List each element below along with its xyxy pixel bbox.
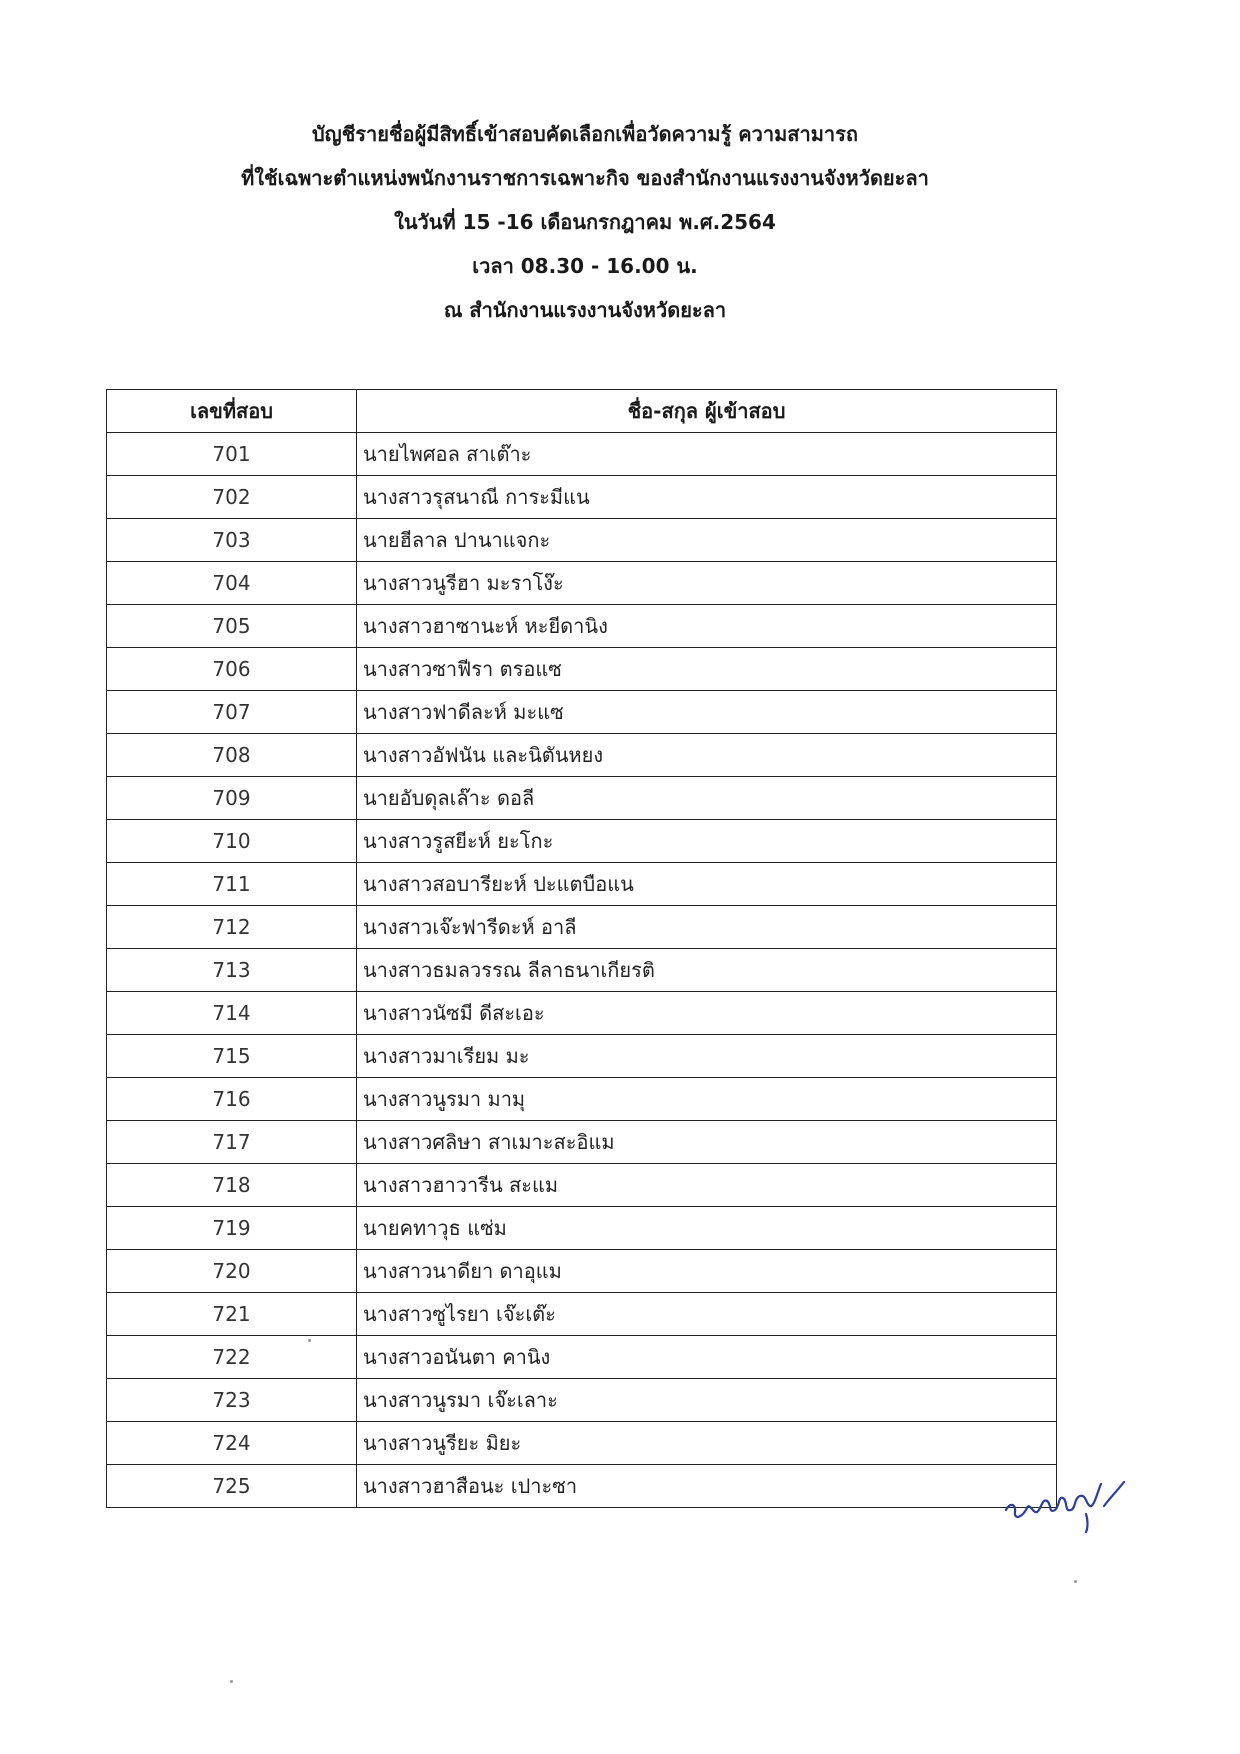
candidate-name-cell: นางสาวรูสยีะห์ ยะโกะ [357, 820, 1057, 863]
candidate-name-cell: นางสาวธมลวรรณ ลีลาธนาเกียรติ [357, 949, 1057, 992]
candidate-name-cell: นางสาวรุสนาณี การะมีแน [357, 476, 1057, 519]
candidate-name-cell: นางสาวฮาสือนะ เปาะซา [357, 1465, 1057, 1508]
table-row [107, 1250, 1057, 1293]
exam-number-cell: 723 [107, 1379, 357, 1422]
document-header [0, 112, 1170, 332]
candidate-name-cell: นางสาวฮาวารีน สะแม [357, 1164, 1057, 1207]
exam-number-cell: 710 [107, 820, 357, 863]
exam-number-cell: 717 [107, 1121, 357, 1164]
candidate-name-cell: นายคทาวุธ แซ่ม [357, 1207, 1057, 1250]
candidate-name-cell: นางสาวนูรีฮา มะราโง๊ะ [357, 562, 1057, 605]
title-line-2: ที่ใช้เฉพาะตำแหน่งพนักงานราชการเฉพาะกิจ ของสำนักงานแรงงานจังหวัดยะลา [241, 166, 929, 190]
table-row [107, 1121, 1057, 1164]
table-header-row [107, 390, 1057, 433]
candidate-name-cell: นายฮีลาล ปานาแจกะ [357, 519, 1057, 562]
exam-number-cell: 719 [107, 1207, 357, 1250]
candidate-name-cell: นางสาวอัฟนัน และนิตันหยง [357, 734, 1057, 777]
exam-number-cell: 725 [107, 1465, 357, 1508]
table-row [107, 605, 1057, 648]
exam-number-cell: 721 [107, 1293, 357, 1336]
exam-number-cell: 702 [107, 476, 357, 519]
scan-speck [308, 1339, 311, 1342]
table-row [107, 992, 1057, 1035]
table-row [107, 1422, 1057, 1465]
exam-number-cell: 722 [107, 1336, 357, 1379]
exam-number-cell: 708 [107, 734, 357, 777]
handwritten-signature-icon [1000, 1468, 1130, 1538]
table-row [107, 863, 1057, 906]
table-row [107, 1379, 1057, 1422]
exam-number-cell: 709 [107, 777, 357, 820]
exam-number-cell: 705 [107, 605, 357, 648]
table-row [107, 562, 1057, 605]
candidate-name-cell: นางสาวนาดียา ดาอุแม [357, 1250, 1057, 1293]
table-row [107, 777, 1057, 820]
table-row [107, 1336, 1057, 1379]
candidate-name-cell: นางสาวซาฟีรา ตรอแซ [357, 648, 1057, 691]
exam-number-cell: 718 [107, 1164, 357, 1207]
exam-time: เวลา 08.30 - 16.00 น. [472, 254, 698, 278]
table-row [107, 820, 1057, 863]
candidate-name-cell: นางสาวนูรียะ มิยะ [357, 1422, 1057, 1465]
candidate-name-cell: นางสาวมาเรียม มะ [357, 1035, 1057, 1078]
exam-number-cell: 716 [107, 1078, 357, 1121]
table-row [107, 1207, 1057, 1250]
scan-speck [1074, 1580, 1077, 1583]
table-row [107, 1465, 1057, 1508]
candidate-name-cell: นางสาวสอบารียะห์ ปะแตบือแน [357, 863, 1057, 906]
table-row [107, 433, 1057, 476]
table-row [107, 1035, 1057, 1078]
exam-number-cell: 724 [107, 1422, 357, 1465]
column-header-name: ชื่อ-สกุล ผู้เข้าสอบ [357, 390, 1057, 433]
candidate-name-cell: นางสาวนัซมี ดีสะเอะ [357, 992, 1057, 1035]
column-header-number: เลขที่สอบ [107, 390, 357, 433]
title-line-1: บัญชีรายชื่อผู้มีสิทธิ์เข้าสอบคัดเลือกเพื่อวัดความรู้ ความสามารถ [311, 122, 859, 146]
candidate-table [106, 389, 1057, 1508]
exam-number-cell: 711 [107, 863, 357, 906]
table-row [107, 734, 1057, 777]
exam-number-cell: 713 [107, 949, 357, 992]
table-row [107, 1078, 1057, 1121]
table-row [107, 906, 1057, 949]
exam-number-cell: 706 [107, 648, 357, 691]
candidate-name-cell: นายอับดุลเล๊าะ ดอลี [357, 777, 1057, 820]
candidate-name-cell: นางสาวอนันตา คานิง [357, 1336, 1057, 1379]
candidate-name-cell: นางสาวฮาซานะห์ หะยีดานิง [357, 605, 1057, 648]
table-row [107, 949, 1057, 992]
candidate-name-cell: นางสาวฟาดีละห์ มะแซ [357, 691, 1057, 734]
exam-location: ณ สำนักงานแรงงานจังหวัดยะลา [443, 298, 727, 322]
candidate-name-cell: นางสาวศลิษา สาเมาะสะอิแม [357, 1121, 1057, 1164]
candidate-name-cell: นางสาวนูรมา เจ๊ะเลาะ [357, 1379, 1057, 1422]
exam-number-cell: 707 [107, 691, 357, 734]
exam-number-cell: 712 [107, 906, 357, 949]
candidate-name-cell: นางสาวเจ๊ะฟารีดะห์ อาลี [357, 906, 1057, 949]
exam-number-cell: 704 [107, 562, 357, 605]
exam-number-cell: 701 [107, 433, 357, 476]
exam-number-cell: 715 [107, 1035, 357, 1078]
exam-number-cell: 703 [107, 519, 357, 562]
scan-speck [230, 1680, 233, 1683]
table-row [107, 1293, 1057, 1336]
table-row [107, 648, 1057, 691]
table-row [107, 519, 1057, 562]
candidate-name-cell: นางสาวนูรมา มามุ [357, 1078, 1057, 1121]
table-row [107, 1164, 1057, 1207]
exam-date: ในวันที่ 15 -16 เดือนกรกฎาคม พ.ศ.2564 [394, 210, 776, 234]
table-body [107, 433, 1057, 1508]
candidate-name-cell: นายไพศอล สาเต๊าะ [357, 433, 1057, 476]
exam-number-cell: 720 [107, 1250, 357, 1293]
table-row [107, 691, 1057, 734]
exam-number-cell: 714 [107, 992, 357, 1035]
table-row [107, 476, 1057, 519]
candidate-name-cell: นางสาวซูไรยา เจ๊ะเต๊ะ [357, 1293, 1057, 1336]
